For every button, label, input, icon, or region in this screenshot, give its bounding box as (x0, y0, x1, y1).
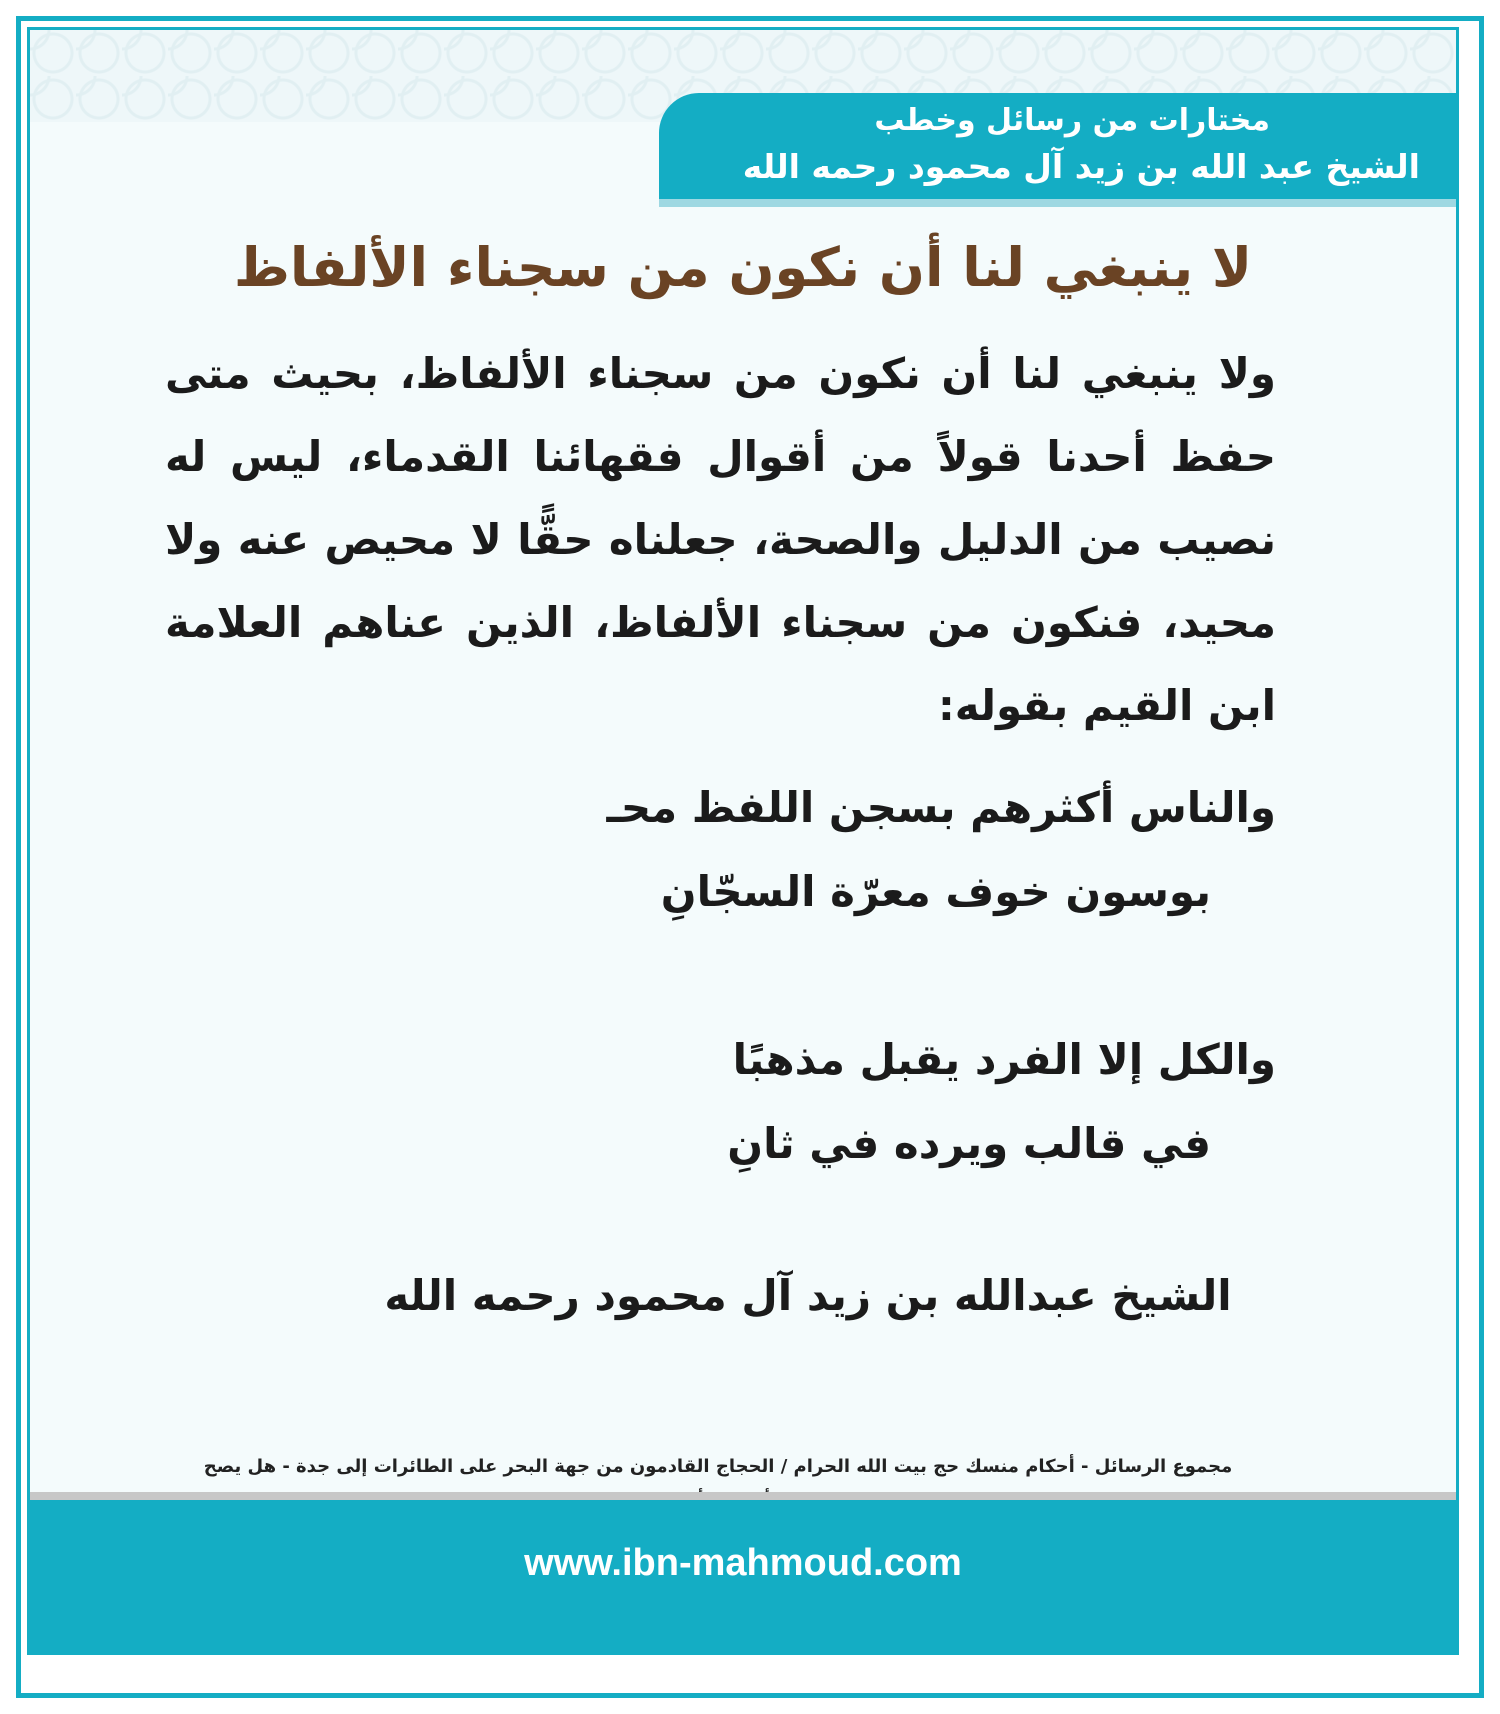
website-link[interactable]: www.ibn-mahmoud.com (524, 1542, 962, 1584)
series-title: مختارات من رسائل وخطب (874, 103, 1270, 138)
source-line-1: مجموع الرسائل - أحكام منسك حج بيت الله الحرام / الحجاج القادمون من جهة البحر على الطائرات إلى جدة - هل يصح (203, 1456, 1233, 1477)
body-paragraph: ولا ينبغي لنا أن نكون من سجناء الألفاظ، بحيث متى حفظ أحدنا قولاً من أقوال فقهائنا القدماء، ليس له نصيب من الدليل والصحة، جعلناه حقًّا لا محيص عنه ولا محيد، فنكون من سجناء الألفاظ، الذين عناهم العلامة ابن القيم بقوله: (165, 349, 1276, 730)
verse-2-second-hemistich: في قالب ويرده في ثانِ (727, 1119, 1211, 1168)
author-signature: الشيخ عبدالله بن زيد آل محمود رحمه الله (384, 1271, 1232, 1320)
page-title: لا ينبغي لنا أن نكون من سجناء الألفاظ (233, 236, 1253, 299)
series-author: الشيخ عبد الله بن زيد آل محمود رحمه الله (742, 147, 1420, 186)
verse-2-first-hemistich: والكل إلا الفرد يقبل مذهبًا (732, 1035, 1276, 1084)
card (27, 27, 1459, 1655)
series-header (659, 93, 1456, 199)
footer-bar (30, 1492, 1456, 1652)
verse-1-first-hemistich: والناس أكثرهم بسجن اللفظ محـ (606, 783, 1276, 832)
verse-1-second-hemistich: بوسون خوف معرّة السجّانِ (660, 867, 1211, 916)
